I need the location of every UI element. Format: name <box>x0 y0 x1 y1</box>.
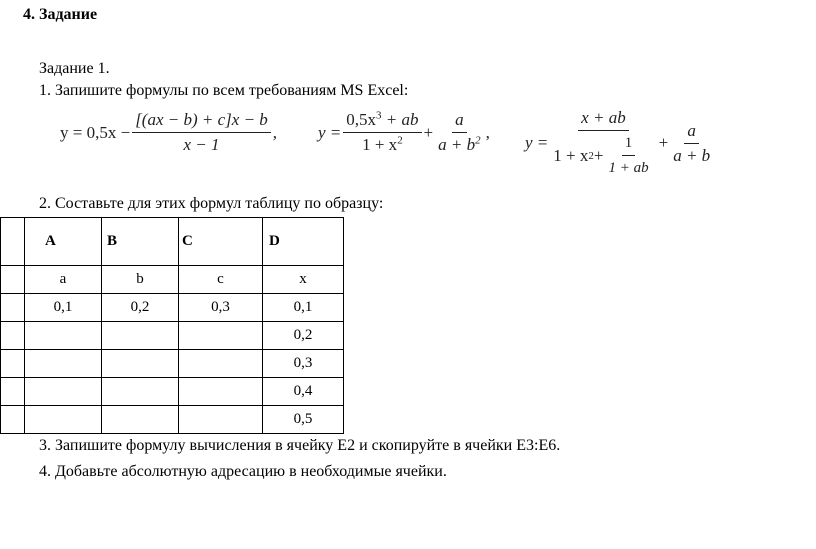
formula-2 <box>318 110 490 155</box>
table-cell <box>25 378 102 406</box>
formula-3 <box>525 108 715 178</box>
table-header-d: D <box>263 218 344 266</box>
formula-3-fraction-1: x + ab 1 + x 2 + $\frac{1}{1 + ab}$ <box>550 108 656 178</box>
table-cell: 0,3 <box>179 294 263 322</box>
table-header-c: C <box>179 218 263 266</box>
table-cell <box>102 350 179 378</box>
instruction-2: 2. Составьте для этих формул таблицу по образцу: <box>39 195 384 212</box>
table-cell: x <box>263 266 344 294</box>
table-cell <box>179 378 263 406</box>
table-row <box>1 266 344 294</box>
table-row <box>1 378 344 406</box>
table-cell: 0,1 <box>263 294 344 322</box>
formula-3-plus: + <box>658 133 669 152</box>
formula-3-den1-plus: + <box>593 145 604 165</box>
formula-2-plus: + <box>423 122 434 142</box>
formula-2-fraction-1 <box>343 110 421 155</box>
table-cell <box>102 406 179 434</box>
table-cell: 0,2 <box>102 294 179 322</box>
table-header-row <box>1 218 344 266</box>
formula-3-fraction-2 <box>670 121 713 166</box>
table-cell: b <box>102 266 179 294</box>
table-row <box>1 350 344 378</box>
formula-1 <box>60 110 277 155</box>
formula-1-lhs: y = 0,5x − <box>60 122 131 142</box>
table-cell <box>25 322 102 350</box>
formula-1-comma: , <box>272 122 278 142</box>
formula-2-lhs: y = <box>318 122 342 142</box>
table-cell: 0,1 <box>25 294 102 322</box>
table-row <box>1 322 344 350</box>
formula-3-inner-num: 1 <box>622 133 636 156</box>
formula-2-fraction-2 <box>435 110 483 155</box>
formula-3-den1-pre: 1 + x <box>553 145 589 165</box>
formula-2-num1-tail: + ab <box>381 110 419 129</box>
formula-3-den2: a + b <box>673 145 711 165</box>
table-cell: 0,4 <box>263 378 344 406</box>
formula-2-num1-exp: 3 <box>376 109 382 122</box>
instruction-4: 4. Добавьте абсолютную адресацию в необходимые ячейки. <box>39 463 447 480</box>
sample-table <box>0 217 344 434</box>
instruction-1: 1. Запишите формулы по всем требованиям MS Excel: <box>39 82 409 99</box>
table-cell <box>1 294 25 322</box>
formula-3-num2: a <box>684 121 699 144</box>
formula-2-den2-exp: 2 <box>475 134 481 147</box>
table-cell: c <box>179 266 263 294</box>
table-cell: a <box>25 266 102 294</box>
table-cell <box>179 322 263 350</box>
page-heading: 4. Задание <box>23 6 98 23</box>
table-cell: 0,3 <box>263 350 344 378</box>
table-row <box>1 406 344 434</box>
table-cell <box>179 406 263 434</box>
table-cell <box>25 406 102 434</box>
table-cell <box>179 350 263 378</box>
table-cell: 0,5 <box>263 406 344 434</box>
formula-2-num1: 0,5x <box>346 110 377 129</box>
table-row <box>1 294 344 322</box>
task-title: Задание 1. <box>39 60 110 77</box>
table-header-a: A <box>25 218 102 266</box>
formula-3-inner-fraction <box>605 133 651 178</box>
formula-2-comma: , <box>485 122 490 142</box>
table-cell <box>102 322 179 350</box>
table-header-b: B <box>102 218 179 266</box>
table-cell <box>1 322 25 350</box>
formula-3-num1: x + ab <box>578 108 629 131</box>
table-cell <box>1 406 25 434</box>
formula-1-numerator: [(ax − b) + c]x − b <box>132 110 271 133</box>
formula-1-denominator: x − 1 <box>183 135 220 154</box>
table-cell <box>1 218 25 266</box>
table-cell: 0,2 <box>263 322 344 350</box>
table-cell <box>1 266 25 294</box>
instruction-3: 3. Запишите формулу вычисления в ячейку E2 и скопируйте в ячейки E3:E6. <box>39 437 561 454</box>
formula-2-num2: a <box>452 110 467 133</box>
formula-2-den1-exp: 2 <box>397 134 403 147</box>
formula-3-lhs: y = <box>525 133 549 152</box>
formula-2-den1: 1 + x <box>362 135 398 154</box>
formula-2-den2: a + b <box>438 135 476 154</box>
formula-1-fraction <box>132 110 271 155</box>
table-cell <box>102 378 179 406</box>
table-cell <box>25 350 102 378</box>
table-cell <box>1 378 25 406</box>
formula-3-inner-den: 1 + ab <box>608 160 649 176</box>
table-cell <box>1 350 25 378</box>
